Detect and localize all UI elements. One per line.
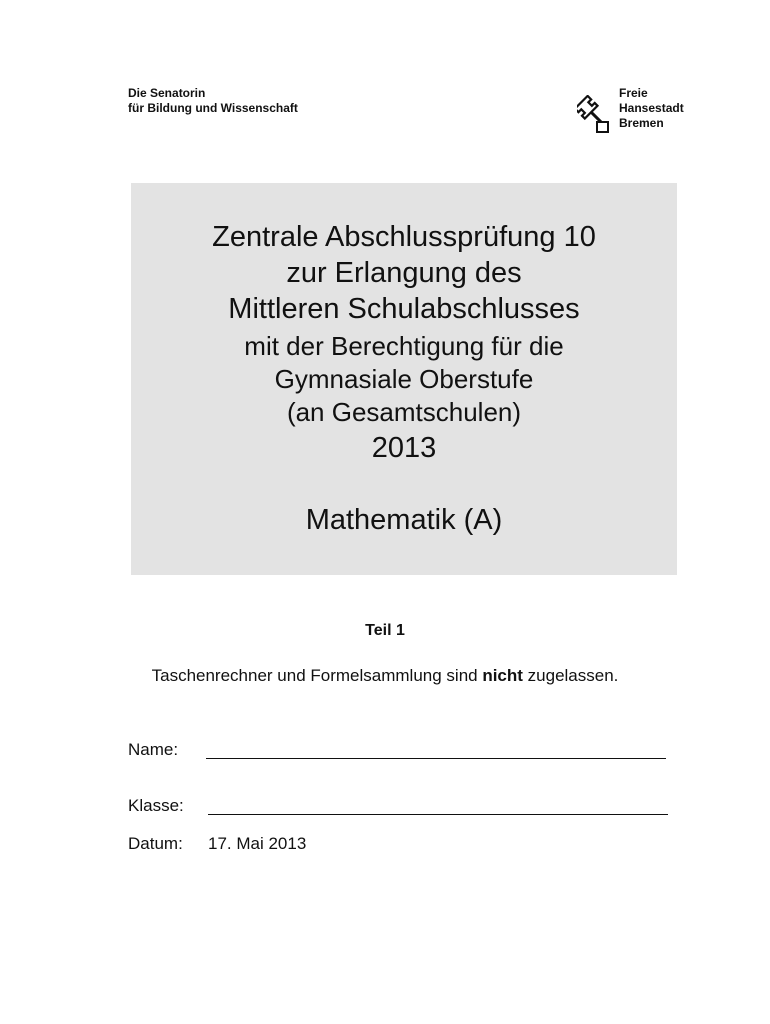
class-blank-line [208, 814, 668, 815]
exam-year: 2013 [371, 432, 437, 464]
exam-subject: Mathematik (A) [305, 504, 503, 536]
notice-text-before: Taschenrechner und Formelsammlung sind [151, 666, 483, 685]
sender-block [128, 86, 298, 116]
part-label: Teil 1 [365, 622, 405, 639]
exam-title-line-6: (an Gesamtschulen) [286, 397, 522, 427]
state-line-1: Freie [619, 86, 648, 100]
sender-line-2: für Bildung und Wissenschaft [128, 101, 298, 115]
sender-line-1: Die Senatorin [128, 86, 206, 100]
calculator-notice [0, 666, 770, 686]
date-value: 17. Mai 2013 [208, 834, 307, 853]
state-line-3: Bremen [619, 116, 664, 130]
exam-title-line-5: Gymnasiale Oberstufe [274, 364, 534, 394]
name-blank-line [206, 758, 666, 759]
notice-text-after: zugelassen. [522, 666, 619, 685]
name-label: Name: [128, 740, 179, 759]
exam-title-line-1: Zentrale Abschlussprüfung 10 [212, 221, 596, 253]
exam-title-line-4: mit der Berechtigung für die [244, 331, 564, 361]
state-block [619, 86, 684, 131]
title-box [131, 183, 677, 575]
exam-title-line-3: Mittleren Schulabschlusses [228, 293, 580, 325]
notice-emphasis: nicht [482, 666, 523, 685]
class-label: Klasse: [128, 796, 184, 815]
bremen-key-icon [577, 95, 611, 135]
state-line-2: Hansestadt [619, 101, 684, 115]
exam-title-line-2: zur Erlangung des [286, 257, 522, 289]
date-label: Datum: [128, 834, 183, 853]
